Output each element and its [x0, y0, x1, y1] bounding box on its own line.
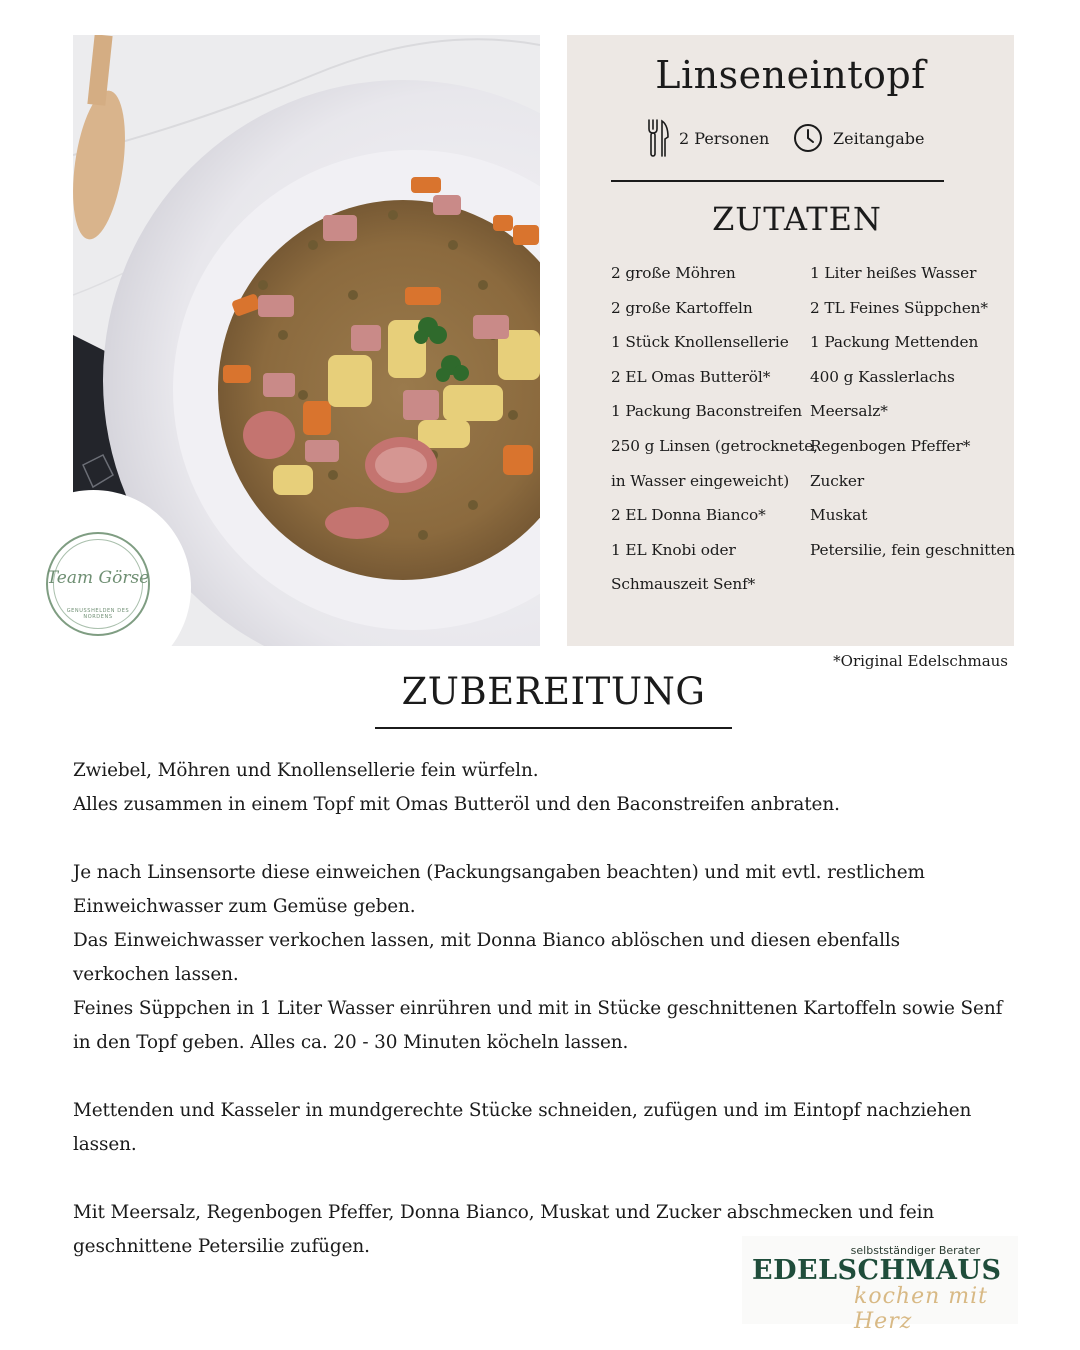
ingredient-item: Muskat [810, 506, 868, 525]
preparation-line: lassen. [73, 1134, 137, 1155]
preparation-line: Zwiebel, Möhren und Knollensellerie fein würfeln. [73, 760, 539, 781]
recipe-card [567, 35, 1014, 646]
cutlery-icon [647, 119, 669, 157]
footnote: *Original Edelschmaus [833, 652, 1008, 670]
ingredient-item: in Wasser eingeweicht) [611, 471, 790, 490]
ingredients-list-left [611, 256, 818, 602]
preparation-line: Alles zusammen in einem Topf mit Omas Butteröl und den Baconstreifen anbraten. [73, 794, 840, 815]
ingredient-item: 2 EL Omas Butteröl* [611, 367, 771, 386]
card-divider [611, 180, 944, 182]
ingredient-item: 400 g Kasslerlachs [810, 367, 955, 386]
ingredient-item: 250 g Linsen (getrocknete, [611, 436, 818, 455]
preparation-line: Je nach Linsensorte diese einweichen (Packungsangaben beachten) und mit evtl. restlichem [73, 862, 925, 883]
ingredient-item: Meersalz* [810, 402, 888, 421]
ingredients-heading: ZUTATEN [712, 200, 882, 238]
ingredient-item: 1 EL Knobi oder [611, 540, 736, 559]
ingredient-item: 1 Packung Baconstreifen [611, 402, 803, 421]
ingredients-list-right [810, 256, 1015, 567]
preparation-line: geschnittene Petersilie zufügen. [73, 1236, 370, 1257]
ingredient-item: 2 große Kartoffeln [611, 298, 753, 317]
ingredient-item: 1 Packung Mettenden [810, 333, 979, 352]
preparation-line: Mit Meersalz, Regenbogen Pfeffer, Donna Bianco, Muskat und Zucker abschmecken und fein [73, 1202, 935, 1223]
preparation-paragraph [73, 1094, 1023, 1162]
preparation-paragraph [73, 754, 1023, 822]
brand-tagline: kochen mit Herz [854, 1284, 988, 1334]
edelschmaus-logo [742, 1236, 1018, 1334]
ingredient-item: 2 TL Feines Süppchen* [810, 298, 988, 317]
servings-info [647, 118, 769, 158]
ingredient-item: Regenbogen Pfeffer* [810, 436, 971, 455]
preparation-paragraph [73, 856, 1023, 1060]
brand-subtitle: selbstständiger Berater [850, 1244, 980, 1257]
preparation-line: Feines Süppchen in 1 Liter Wasser einrühren und mit in Stücke geschnittenen Kartoffeln sowie Senf [73, 998, 1003, 1019]
preparation-line: verkochen lassen. [73, 964, 239, 985]
clock-icon [793, 123, 823, 153]
time-info [793, 118, 924, 158]
ingredient-item: Zucker [810, 471, 865, 490]
brand-name: EDELSCHMAUS [752, 1255, 1002, 1286]
preparation-line: Das Einweichwasser verkochen lassen, mit Donna Bianco ablöschen und diesen ebenfalls [73, 930, 900, 951]
ingredient-item: 2 große Möhren [611, 264, 736, 282]
preparation-divider [375, 727, 732, 729]
recipe-title: Linseneintopf [655, 53, 926, 97]
preparation-line: in den Topf geben. Alles ca. 20 - 30 Minuten köcheln lassen. [73, 1032, 629, 1053]
ingredient-item: Schmauszeit Senf* [611, 575, 756, 594]
team-badge-name: Team Görse [46, 568, 150, 588]
preparation-line: Mettenden und Kasseler in mundgerechte Stücke schneiden, zufügen und im Eintopf nachziehen [73, 1100, 972, 1121]
preparation-line: Einweichwasser zum Gemüse geben. [73, 896, 416, 917]
ingredient-item: 1 Liter heißes Wasser [810, 264, 977, 282]
ingredient-item: 2 EL Donna Bianco* [611, 506, 766, 525]
preparation-text [73, 754, 1023, 1264]
ingredient-item: Petersilie, fein geschnitten [810, 540, 1016, 559]
preparation-heading: ZUBEREITUNG [401, 670, 706, 713]
team-badge-subtitle: GENUSSHELDEN DES NORDENS [66, 608, 130, 620]
ingredient-item: 1 Stück Knollensellerie [611, 333, 789, 352]
servings-text: 2 Personen [679, 128, 770, 148]
time-text: Zeitangabe [833, 128, 925, 148]
